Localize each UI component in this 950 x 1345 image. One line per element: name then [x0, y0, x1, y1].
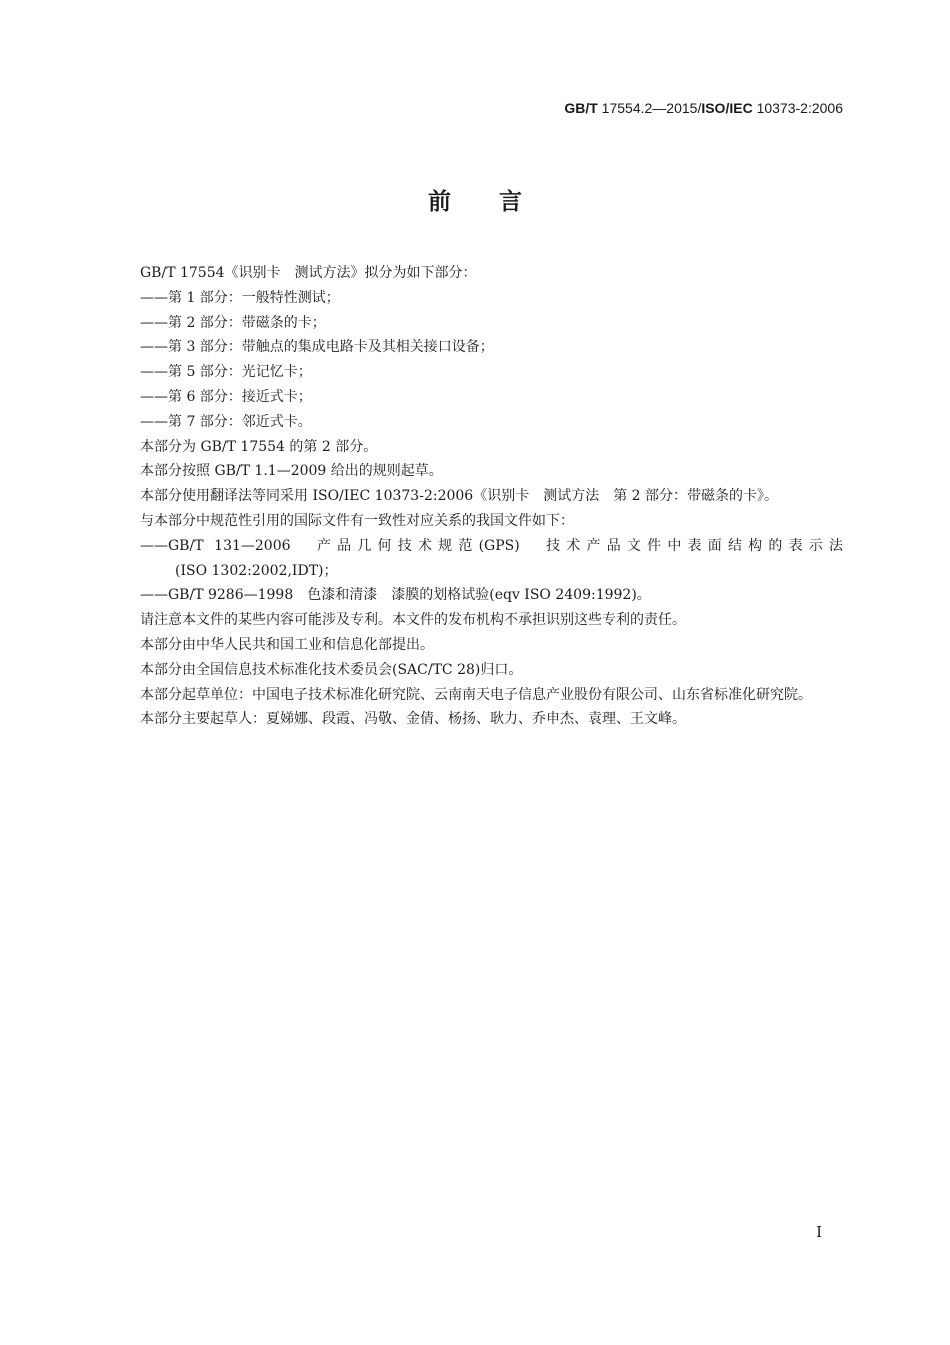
paragraph-patent-notice: 请注意本文件的某些内容可能涉及专利。本文件的发布机构不承担识别这些专利的责任。: [140, 612, 686, 629]
standard-number-header: [564, 100, 843, 116]
paragraph-proposed-by: 本部分由中华人民共和国工业和信息化部提出。: [140, 636, 434, 653]
paragraph-parts-intro: GB/T 17554《识别卡 测试方法》拟分为如下部分：: [140, 265, 477, 281]
iso-code-number: 10373-2:2006: [752, 100, 843, 116]
iso-code-bold: ISO/IEC: [701, 100, 753, 116]
page-number: I: [816, 1223, 822, 1241]
paragraph-managed-by: 本部分由全国信息技术标准化技术委员会(SAC/TC 28)归口。: [140, 661, 523, 678]
paragraph-drafting-units: 本部分起草单位：中国电子技术标准化研究院、云南南天电子信息产业股份有限公司、山东省标准化研究院。: [140, 686, 812, 703]
list-item-gbt-131-continuation: (ISO 1302:2002,IDT)；: [175, 562, 338, 579]
list-item-part-6: ——第 6 部分：接近式卡；: [140, 388, 312, 405]
paragraph-drafters: 本部分主要起草人：夏娣娜、段霞、冯敬、金倩、杨扬、耿力、乔申杰、袁理、王文峰。: [140, 711, 686, 728]
foreword-body: [108, 261, 843, 732]
paragraph-part-number: 本部分为 GB/T 17554 的第 2 部分。: [140, 438, 378, 455]
list-item-part-2: ——第 2 部分：带磁条的卡；: [140, 314, 326, 331]
standard-code-number: 17554.2—2015/: [597, 100, 702, 116]
list-item-gbt-9286: ——GB/T 9286—1998 色漆和清漆 漆膜的划格试验(eqv ISO 2409:1992)。: [140, 587, 651, 604]
paragraph-adoption: 本部分使用翻译法等同采用 ISO/IEC 10373-2:2006《识别卡 测试方法 第 2 部分：带磁条的卡》。: [140, 488, 779, 505]
page-title: 前言: [428, 189, 570, 215]
list-item-part-5: ——第 5 部分：光记忆卡；: [140, 364, 312, 381]
paragraph-references-intro: 与本部分中规范性引用的国际文件有一致性对应关系的我国文件如下：: [140, 512, 574, 529]
list-item-part-7: ——第 7 部分：邻近式卡。: [140, 413, 312, 430]
paragraph-drafting-rules: 本部分按照 GB/T 1.1—2009 给出的规则起草。: [140, 463, 443, 480]
list-item-part-1: ——第 1 部分：一般特性测试；: [140, 289, 340, 306]
list-item-gbt-131: ——GB/T 131—2006 产品几何技术规范(GPS) 技术产品文件中表面结构的表示法: [140, 537, 843, 554]
list-item-part-3: ——第 3 部分：带触点的集成电路卡及其相关接口设备；: [140, 339, 494, 356]
standard-code-bold: GB/T: [564, 100, 598, 116]
